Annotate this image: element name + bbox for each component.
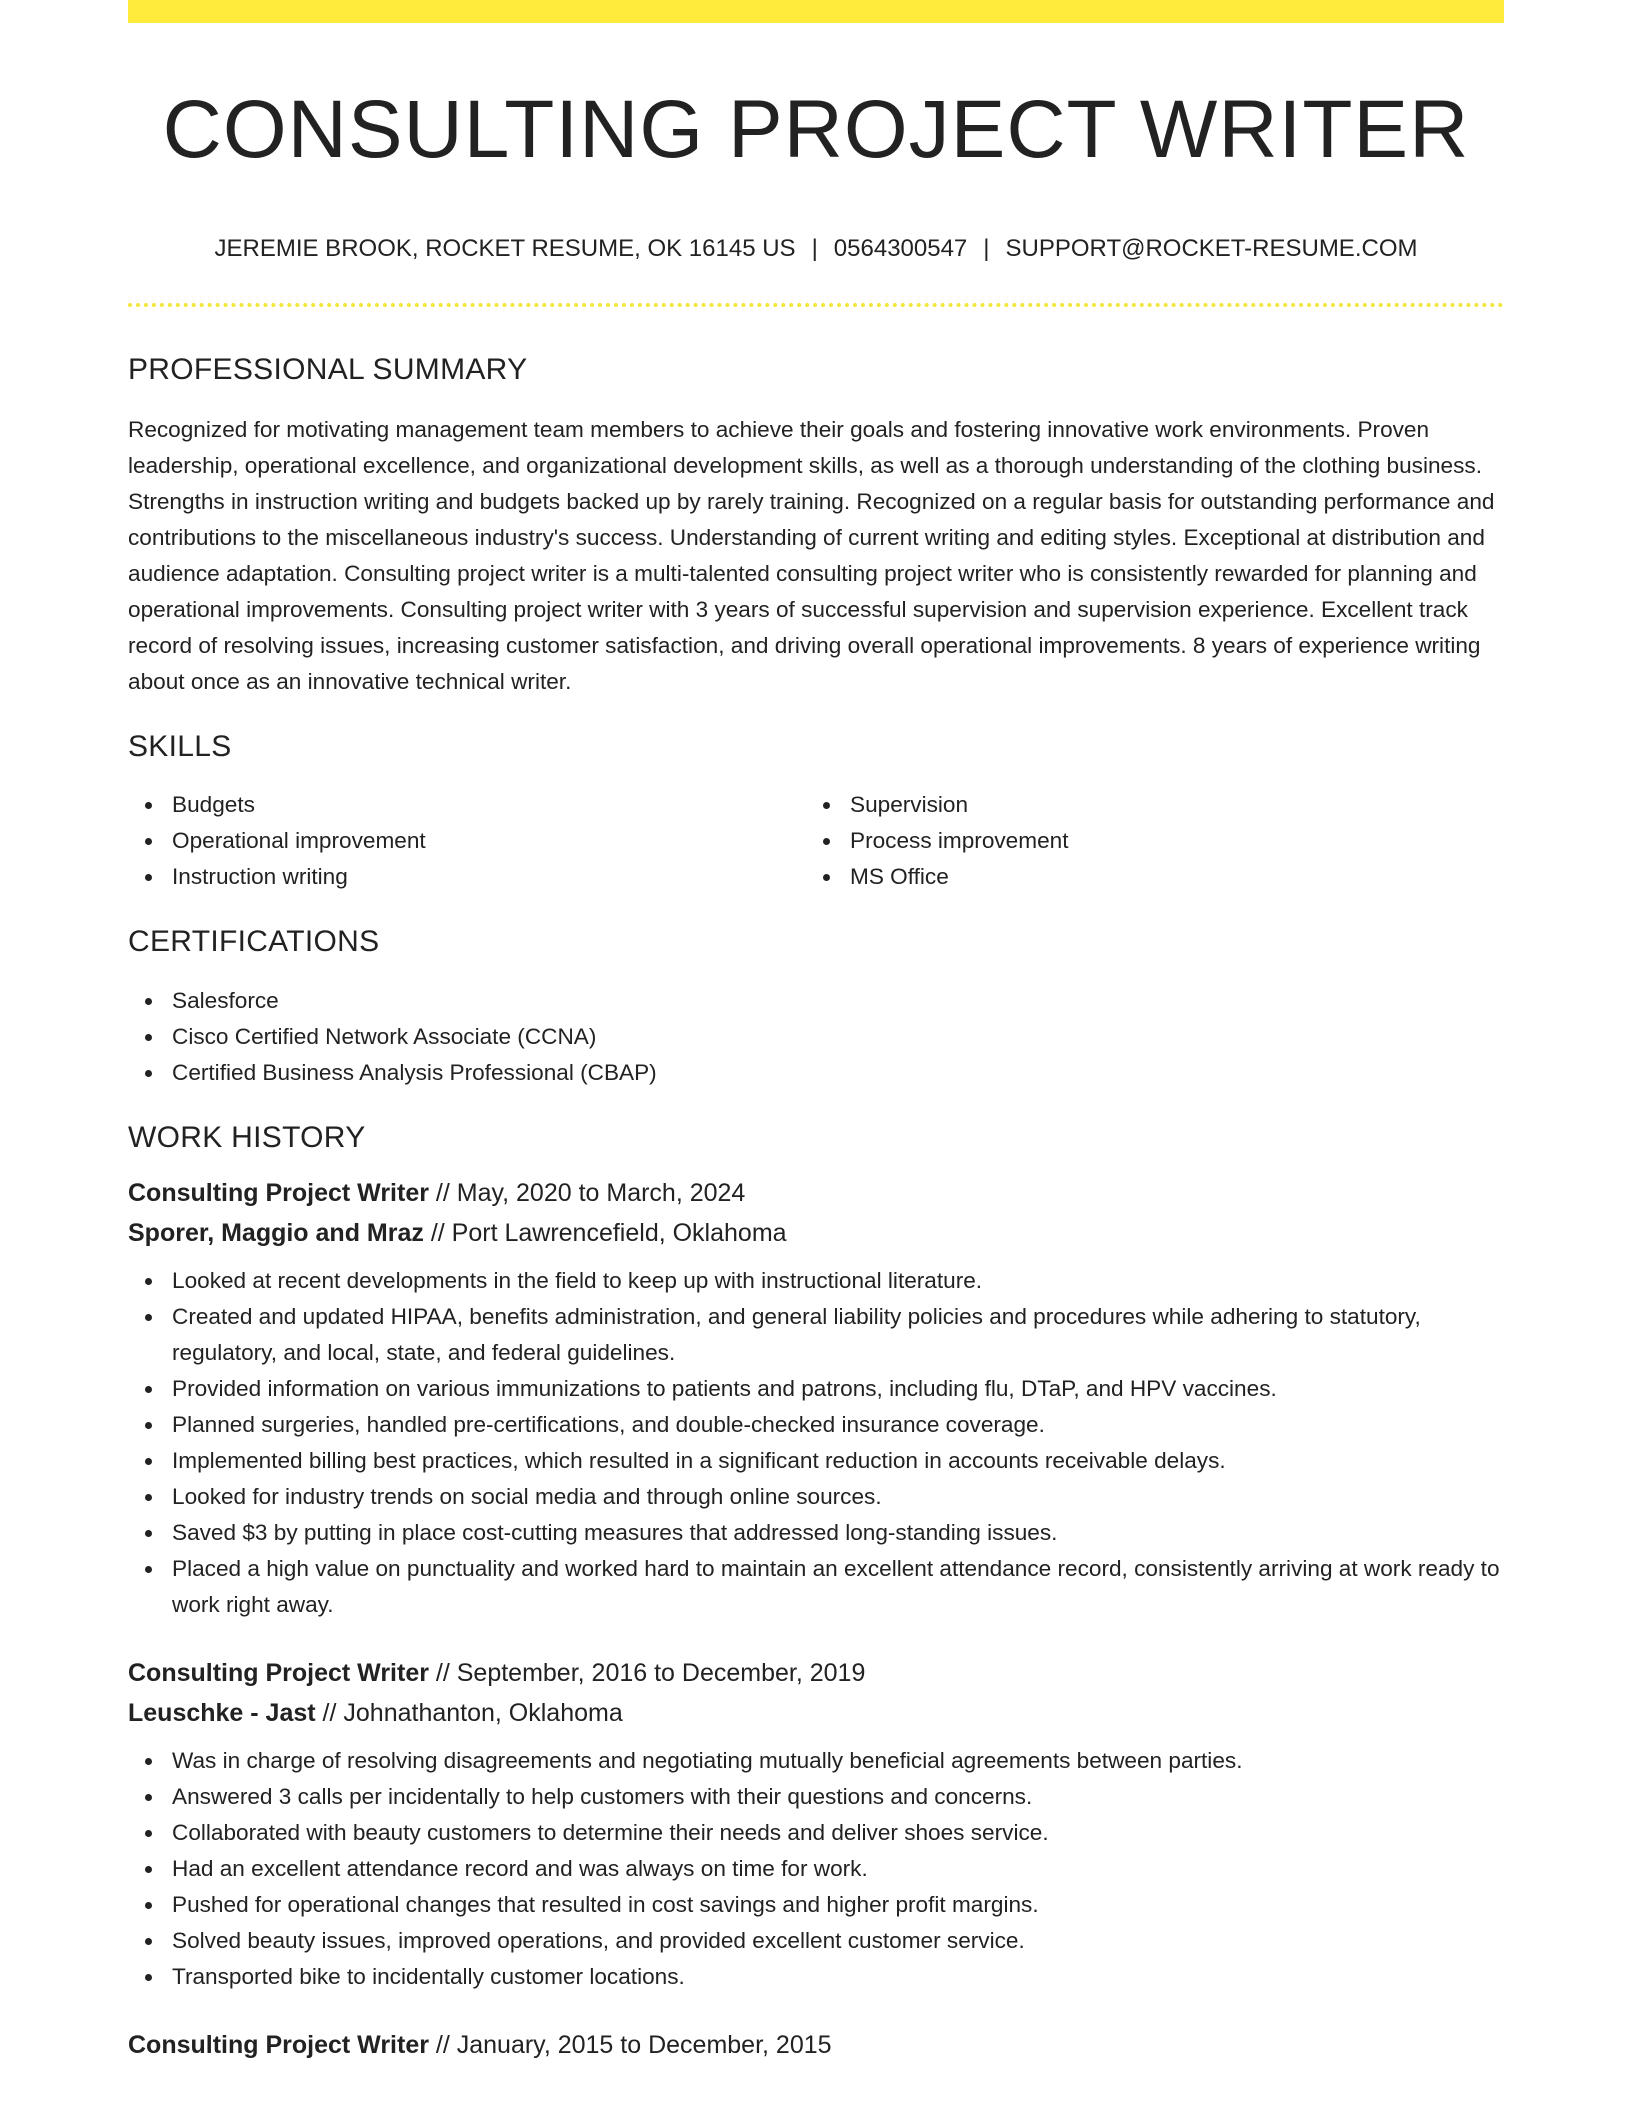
skill-item: Budgets — [128, 787, 806, 823]
skills-heading: SKILLS — [128, 730, 232, 763]
job-location: // Johnathanton, Oklahoma — [322, 1699, 623, 1727]
job-bullet: Had an excellent attendance record and was always on time for work. — [128, 1851, 1504, 1887]
job-bullet: Provided information on various immunizations to patients and patrons, including flu, DTaP, and HPV vaccines. — [128, 1371, 1504, 1407]
job-bullet: Was in charge of resolving disagreements and negotiating mutually beneficial agreements between parties. — [128, 1743, 1504, 1779]
contact-email: SUPPORT@ROCKET-RESUME.COM — [1005, 235, 1418, 262]
job-entry — [128, 2025, 1504, 2065]
job-title-line — [128, 2025, 1504, 2065]
work-history-heading: WORK HISTORY — [128, 1121, 366, 1154]
job-company-line — [128, 1693, 1504, 1733]
skill-item: MS Office — [806, 859, 1484, 895]
job-company-line — [128, 1213, 1504, 1253]
job-dates: // September, 2016 to December, 2019 — [435, 1659, 866, 1687]
skill-item: Supervision — [806, 787, 1484, 823]
skill-item: Instruction writing — [128, 859, 806, 895]
job-dates: // January, 2015 to December, 2015 — [435, 2031, 832, 2059]
contact-line — [128, 234, 1504, 264]
header-divider — [128, 303, 1504, 307]
skill-item: Process improvement — [806, 823, 1484, 859]
job-dates: // May, 2020 to March, 2024 — [435, 1179, 746, 1207]
job-bullets — [128, 1263, 1504, 1623]
job-bullet: Looked for industry trends on social media and through online sources. — [128, 1479, 1504, 1515]
job-bullet: Implemented billing best practices, which resulted in a significant reduction in accounts receivable delays. — [128, 1443, 1504, 1479]
contact-separator: | — [811, 235, 818, 262]
job-bullet: Pushed for operational changes that resulted in cost savings and higher profit margins. — [128, 1887, 1504, 1923]
job-bullet: Created and updated HIPAA, benefits administration, and general liability policies and procedures while adhering to statutory, regulatory, and local, state, and federal guidelines. — [128, 1299, 1504, 1371]
job-company: Leuschke - Jast — [128, 1699, 316, 1727]
certifications-heading: CERTIFICATIONS — [128, 925, 380, 958]
job-entry — [128, 1653, 1504, 1995]
summary-text: Recognized for motivating management team members to achieve their goals and fostering innovative work environments. Proven leadership, operational excellence, and organizational development skills, as well as a thorough understanding of the clothing business. Strengths in instruction writing and budgets backed up by rarely training. Recognized on a regular basis for outstanding performance and contributions to the miscellaneous industry's success. Understanding of current writing and editing styles. Exceptional at distribution and audience adaptation. Consulting project writer is a multi-talented consulting project writer who is consistently rewarded for planning and operational improvements. Consulting project writer with 3 years of successful supervision and supervision experience. Excellent track record of resolving issues, increasing customer satisfaction, and driving overall operational improvements. 8 years of experience writing about once as an innovative technical writer. — [128, 417, 1495, 694]
job-title: Consulting Project Writer — [128, 1179, 429, 1207]
resume-content — [128, 23, 1504, 2065]
job-title: Consulting Project Writer — [128, 2031, 429, 2059]
skills-right-column — [806, 787, 1484, 895]
job-company: Sporer, Maggio and Mraz — [128, 1219, 424, 1247]
job-bullet: Solved beauty issues, improved operations, and provided excellent customer service. — [128, 1923, 1504, 1959]
job-bullet: Saved $3 by putting in place cost-cutting measures that addressed long-standing issues. — [128, 1515, 1504, 1551]
certification-item: Salesforce — [128, 983, 1504, 1019]
summary-heading: PROFESSIONAL SUMMARY — [128, 353, 528, 386]
skills-grid — [128, 787, 1504, 895]
resume-title: CONSULTING PROJECT WRITER — [162, 84, 1470, 175]
job-bullet: Collaborated with beauty customers to determine their needs and deliver shoes service. — [128, 1815, 1504, 1851]
job-entry — [128, 1173, 1504, 1623]
certifications-list — [128, 983, 1504, 1091]
skills-left-column — [128, 787, 806, 895]
job-bullet: Planned surgeries, handled pre-certifications, and double-checked insurance coverage. — [128, 1407, 1504, 1443]
job-title-line — [128, 1653, 1504, 1693]
job-bullet: Placed a high value on punctuality and worked hard to maintain an excellent attendance record, consistently arriving at work ready to work right away. — [128, 1551, 1504, 1623]
contact-phone: 0564300547 — [833, 235, 968, 262]
job-bullet: Looked at recent developments in the field to keep up with instructional literature. — [128, 1263, 1504, 1299]
certification-item: Certified Business Analysis Professional (CBAP) — [128, 1055, 1504, 1091]
certification-item: Cisco Certified Network Associate (CCNA) — [128, 1019, 1504, 1055]
job-bullet: Answered 3 calls per incidentally to help customers with their questions and concerns. — [128, 1779, 1504, 1815]
job-location: // Port Lawrencefield, Oklahoma — [430, 1219, 787, 1247]
skill-item: Operational improvement — [128, 823, 806, 859]
job-bullets — [128, 1743, 1504, 1995]
contact-separator: | — [983, 235, 990, 262]
contact-address: JEREMIE BROOK, ROCKET RESUME, OK 16145 US — [214, 235, 796, 262]
job-title-line — [128, 1173, 1504, 1213]
job-bullet: Transported bike to incidentally customer locations. — [128, 1959, 1504, 1995]
accent-bar — [128, 0, 1504, 23]
job-title: Consulting Project Writer — [128, 1659, 429, 1687]
